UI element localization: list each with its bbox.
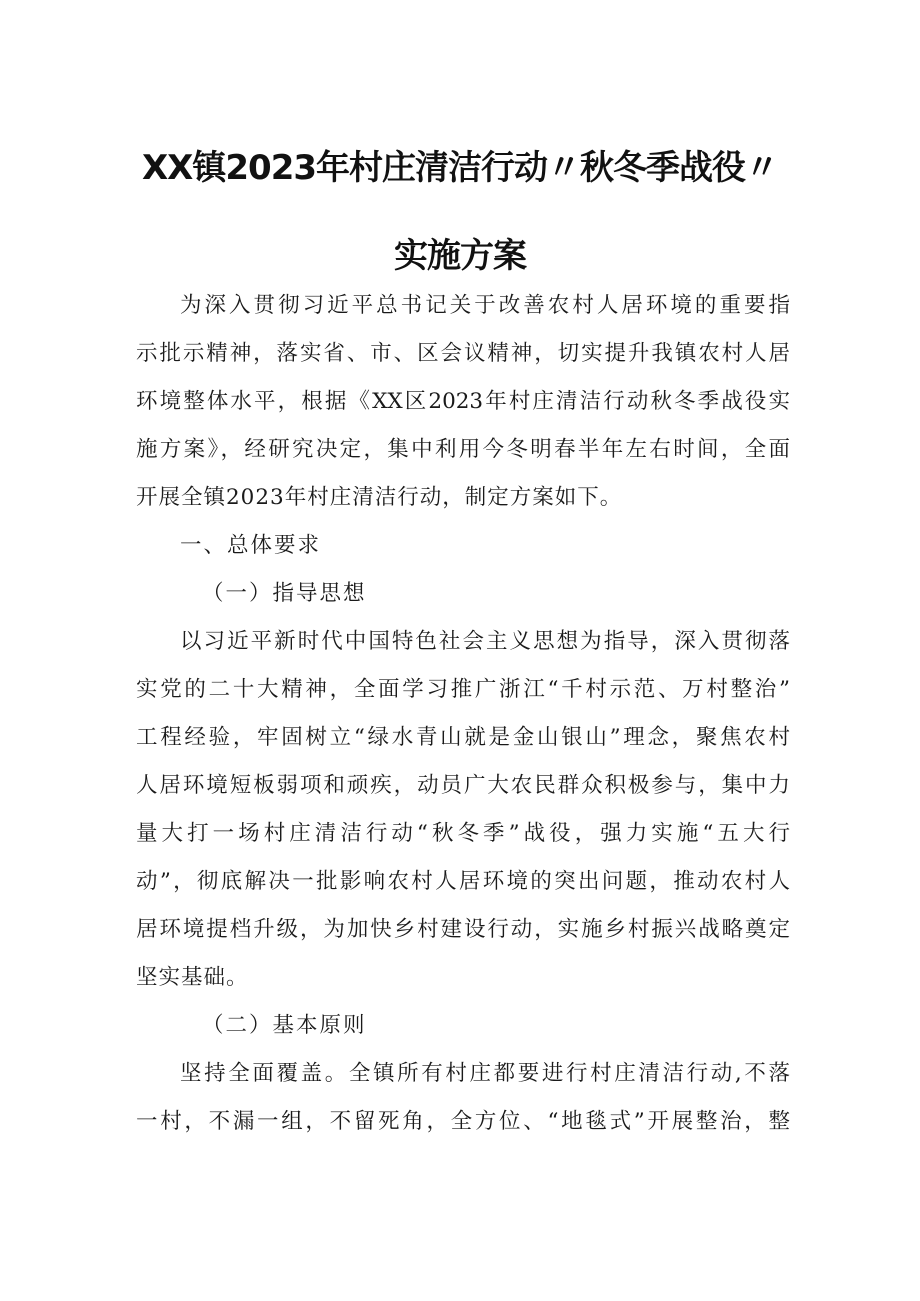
paragraph-line: 量大打一场村庄清洁行动“秋冬季”战役，强力实施“五大行 <box>136 821 790 846</box>
paragraph-line: 居环境提档升级，为加快乡村建设行动，实施乡村振兴战略奠定 <box>136 917 790 942</box>
subsection-heading: （一）指导思想 <box>202 581 367 606</box>
document-title-line1: XX镇2023年村庄清洁行动〃秋冬季战役〃 <box>141 148 779 188</box>
paragraph-line: 工程经验，牢固树立“绿水青山就是金山银山”理念，聚焦农村 <box>136 725 790 750</box>
paragraph-line: 坚实基础。 <box>136 965 249 990</box>
section-heading: 一、总体要求 <box>180 533 322 558</box>
subsection-heading: （二）基本原则 <box>202 1013 367 1038</box>
paragraph-line: 环境整体水平，根据《XX区2023年村庄清洁行动秋冬季战役实 <box>136 389 790 414</box>
document-title-line2: 实施方案 <box>394 236 526 276</box>
paragraph-line: 为深入贯彻习近平总书记关于改善农村人居环境的重要指 <box>180 293 790 318</box>
paragraph-line: 以习近平新时代中国特色社会主义思想为指导，深入贯彻落 <box>180 629 790 654</box>
paragraph-line: 坚持全面覆盖。全镇所有村庄都要进行村庄清洁行动,不落 <box>180 1061 790 1086</box>
paragraph-line: 开展全镇2023年村庄清洁行动，制定方案如下。 <box>136 485 623 510</box>
paragraph-line: 一村，不漏一组，不留死角，全方位、“地毯式”开展整治，整 <box>136 1109 790 1134</box>
paragraph-line: 人居环境短板弱项和顽疾，动员广大农民群众积极参与，集中力 <box>136 773 790 798</box>
paragraph-line: 动”，彻底解决一批影响农村人居环境的突出问题，推动农村人 <box>136 869 790 894</box>
paragraph-line: 实党的二十大精神，全面学习推广浙江“千村示范、万村整治” <box>136 677 790 702</box>
document-body <box>136 282 790 1146</box>
paragraph-line: 示批示精神，落实省、市、区会议精神，切实提升我镇农村人居 <box>136 341 790 366</box>
paragraph-line: 施方案》，经研究决定，集中利用今冬明春半年左右时间，全面 <box>136 437 790 462</box>
